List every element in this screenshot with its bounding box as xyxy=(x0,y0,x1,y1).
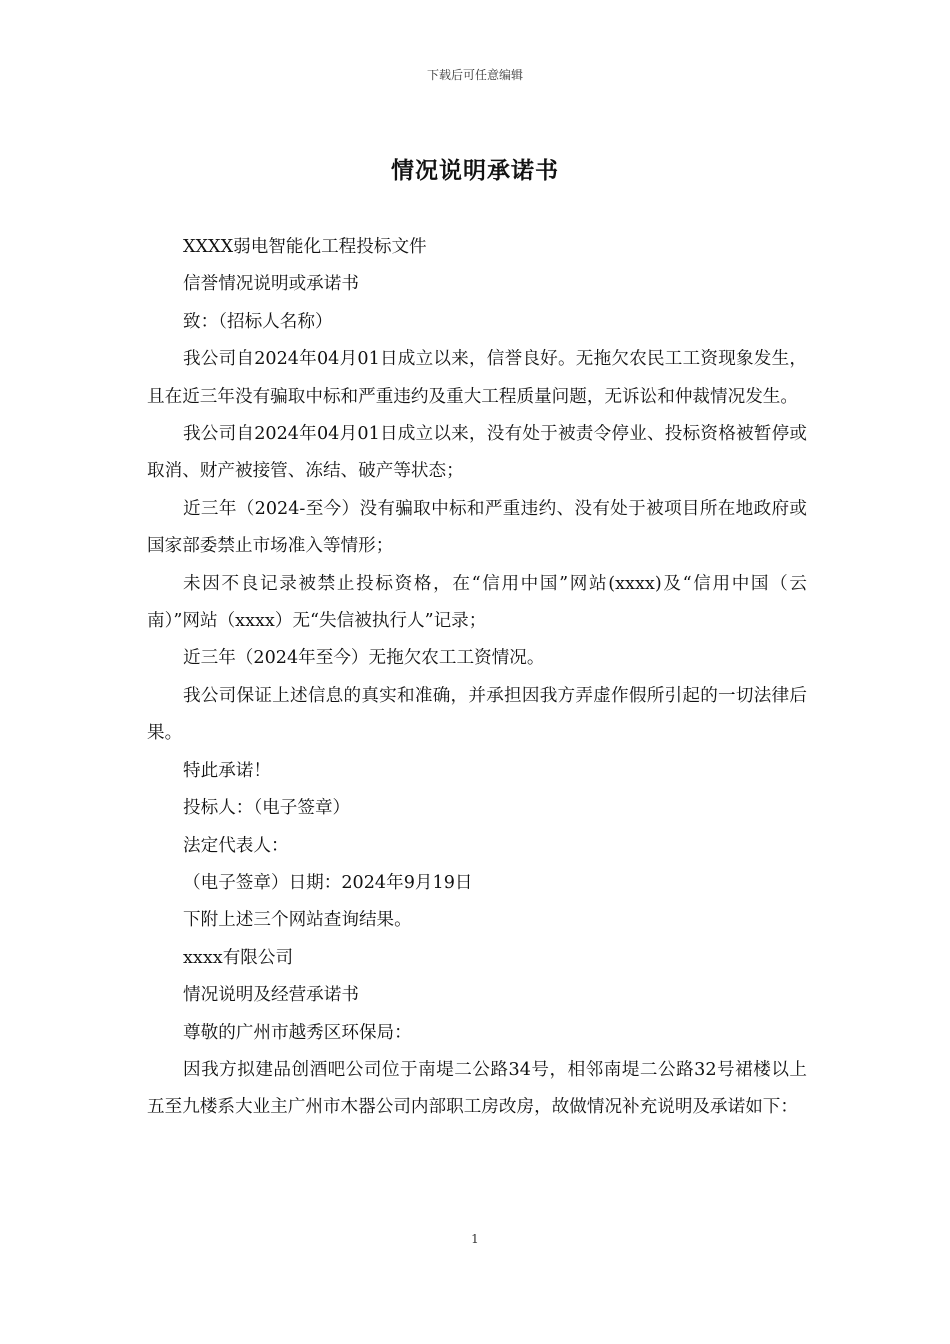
paragraph-bidder-signature: 投标人：（电子签章） xyxy=(183,798,351,819)
paragraph-guarantee: 我公司保证上述信息的真实和准确，并承担因我方弄虚作假所引起的一切法律后果。 xyxy=(147,685,807,744)
paragraph-second-body: 因我方拟建品创酒吧公司位于南堤二公路34号，相邻南堤二公路32号裙楼以上五至九楼系大业主广州市木器公司内部职工房改房，故做情况补充说明及承诺如下： xyxy=(147,1059,807,1118)
paragraph-addressee: 致：（招标人名称） xyxy=(183,311,333,332)
paragraph-subtitle: 信誉情况说明或承诺书 xyxy=(183,274,359,295)
paragraph-second-addressee: 尊敬的广州市越秀区环保局： xyxy=(183,1022,412,1043)
page-number: 1 xyxy=(471,1232,479,1246)
paragraph-company-name: xxxx有限公司 xyxy=(183,947,294,968)
document-title: 情况说明承诺书 xyxy=(391,157,559,184)
paragraph-wage-statement: 近三年（2024年至今）无拖欠农工工资情况。 xyxy=(183,648,545,669)
paragraph-status-statement: 我公司自2024年04月01日成立以来，没有处于被责令停业、投标资格被暂停或取消、财产被接管、冻结、破产等状态； xyxy=(147,424,807,482)
page-header: 下载后可任意编辑 xyxy=(426,68,523,82)
paragraph-date: （电子签章）日期：2024年9月19日 xyxy=(183,872,473,893)
paragraph-fraud-statement: 近三年（2024-至今）没有骗取中标和严重违约、没有处于被项目所在地政府或国家部委禁止市场准入等情形； xyxy=(147,498,807,557)
paragraph-pledge: 特此承诺！ xyxy=(183,760,271,781)
document-body xyxy=(147,229,807,1127)
paragraph-second-title: 情况说明及经营承诺书 xyxy=(183,985,359,1006)
paragraph-credit-statement: 我公司自2024年04月01日成立以来，信誉良好。无拖欠农民工工资现象发生，且在近三年没有骗取中标和严重违约及重大工程质量问题，无诉讼和仲裁情况发生。 xyxy=(147,349,807,407)
paragraph-project-name: XXXX弱电智能化工程投标文件 xyxy=(183,237,427,257)
paragraph-credit-record: 未因不良记录被禁止投标资格，在“信用中国”网站(xxxx)及“信用中国（云南）”网站（xxxx）无“失信被执行人”记录； xyxy=(147,573,807,632)
paragraph-attachment-note: 下附上述三个网站查询结果。 xyxy=(183,910,412,931)
paragraph-legal-representative: 法定代表人： xyxy=(183,835,289,856)
